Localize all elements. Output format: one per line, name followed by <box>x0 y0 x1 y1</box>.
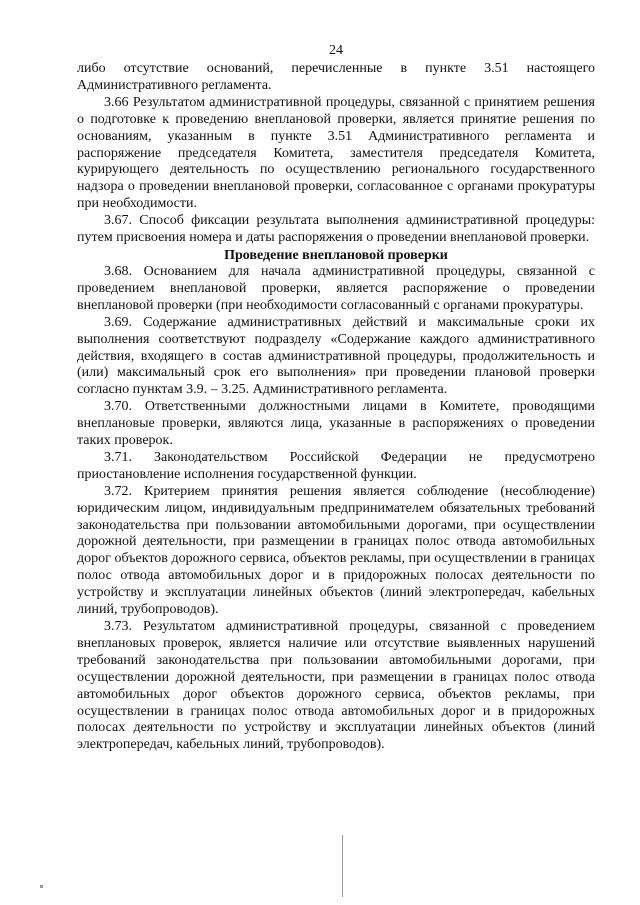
paragraph-continuation: либо отсутствие оснований, перечисленные в пункте 3.51 настоящего Административного регламента. <box>77 61 595 93</box>
page-number: 24 <box>329 43 343 58</box>
document-page <box>77 42 595 754</box>
paragraph-3-73: 3.73. Результатом административной процедуры, связанной с проведением внеплановых проверок, является наличие или отсутствие выявленных нарушений требований законодательства при пользовании автомобильными дорогами, при осуществлении дорожной деятельности, при размещении в границах полос отвода автомобильных дорог объектов дорожного сервиса, объектов рекламы, при осуществлении в границах полос отвода автомобильных дорог и в придорожных полосах деятельности по устройству и эксплуатации линейных объектов (линий электропередач, кабельных линий, трубопроводов). <box>77 619 595 753</box>
paragraph-3-66: 3.66 Результатом административной процедуры, связанной с принятием решения о подготовке к проведению внеплановой проверки, является принятие решения по основаниям, указанным в пункте 3.51 Административного регламента и распоряжение председателя Комитета, заместителя председателя Комитета, курирующего деятельность по осуществлению регионального государственного надзора о проведении внеплановой проверки, согласованное с органами прокуратуры при необходимости. <box>77 94 595 212</box>
paragraph-3-70: 3.70. Ответственными должностными лицами в Комитете, проводящими внеплановые проверки, являются лица, указанные в распоряжениях о проведении таких проверок. <box>77 399 595 449</box>
paragraph-3-68: 3.68. Основанием для начала административной процедуры, связанной с проведением внеплановой проверки, является распоряжение о проведении внеплановой проверки (при необходимости согласованный с органами прокуратуры. <box>77 263 595 313</box>
paragraph-3-69: 3.69. Содержание административных действий и максимальные сроки их выполнения соответствуют подразделу «Содержание каждого административного действия, входящего в состав административной процедуры, продолжительность и (или) максимальный срок его выполнения» при проведении плановой проверки согласно пунктам 3.9. – 3.25. Административного регламента. <box>77 314 595 398</box>
section-title: Проведение внеплановой проверки <box>224 247 448 263</box>
paragraph-3-67: 3.67. Способ фиксации результата выполнения административной процедуры: путем присвоения номера и даты распоряжения о проведении внеплановой проверки. <box>77 213 595 246</box>
scan-artifact-line <box>40 885 43 888</box>
scan-artifact-line <box>342 835 343 897</box>
paragraph-3-72: 3.72. Критерием принятия решения является соблюдение (несоблюдение) юридическим лицом, индивидуальным предпринимателем обязательных требований законодательства при пользовании автомобильными дорогами, при осуществлении дорожной деятельности, при размещении в границах полос отвода автомобильных дорог объектов дорожного сервиса, объектов рекламы, при осуществлении в границах полос отвода автомобильных дорог и в придорожных полосах деятельности по устройству и эксплуатации линейных объектов (линий электропередач, кабельных линий, трубопроводов). <box>77 483 595 618</box>
paragraph-3-71: 3.71. Законодательством Российской Федерации не предусмотрено приостановление исполнения государственной функции. <box>77 449 595 482</box>
